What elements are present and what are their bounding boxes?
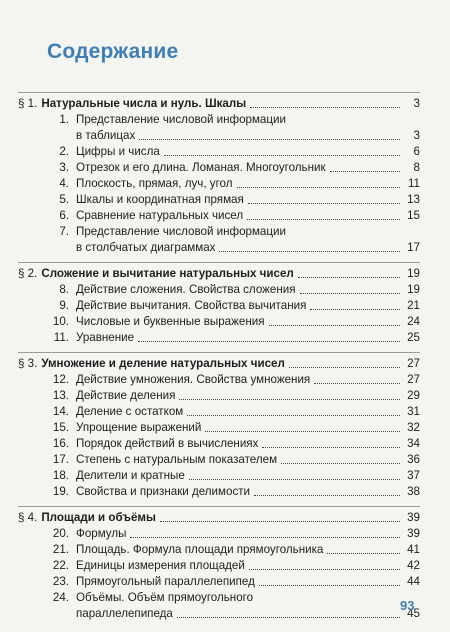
entry-title: Прямоугольный параллелепипед	[76, 575, 255, 588]
entry-page: 37	[407, 469, 420, 482]
entry-number: 1.	[59, 113, 69, 126]
page-number: 93	[400, 598, 415, 613]
dot-leader	[130, 536, 400, 538]
toc-entry[interactable]	[18, 526, 420, 542]
entry-number: 8.	[59, 283, 69, 296]
entry-number: 23.	[52, 575, 69, 588]
dot-leader	[262, 446, 400, 448]
entry-page: 19	[407, 283, 420, 296]
toc-entry[interactable]	[18, 282, 420, 298]
toc-entry[interactable]	[18, 224, 420, 256]
entry-page: 42	[407, 559, 420, 572]
dot-leader	[138, 340, 400, 342]
entry-number: 13.	[52, 389, 69, 402]
toc-entry[interactable]	[18, 160, 420, 176]
entry-title: Свойства и признаки делимости	[76, 485, 251, 498]
section-number: § 4.	[18, 511, 38, 524]
entry-number: 16.	[52, 437, 69, 450]
toc-entry[interactable]	[18, 192, 420, 208]
toc-entry[interactable]	[18, 112, 420, 144]
toc-entry[interactable]	[18, 388, 420, 404]
entry-title-block	[76, 590, 420, 622]
toc-entry[interactable]	[18, 314, 420, 330]
section-page: 39	[407, 511, 420, 524]
toc-entry[interactable]	[18, 590, 420, 622]
entry-title-line2	[76, 240, 420, 256]
dot-leader	[269, 324, 401, 326]
dot-leader	[327, 552, 400, 554]
entry-title: Представление числовой информации	[76, 225, 286, 238]
table-of-contents	[18, 92, 420, 625]
entry-number: 6.	[59, 209, 69, 222]
dot-leader	[237, 186, 401, 188]
section-page: 3	[413, 97, 420, 110]
entry-page: 8	[413, 161, 420, 174]
dot-leader	[259, 584, 400, 586]
section-entry[interactable]	[18, 510, 420, 526]
section-entry[interactable]	[18, 266, 420, 282]
entry-page: 34	[407, 437, 420, 450]
entry-title-continued: в столбчатых диаграммах	[76, 241, 216, 254]
dot-leader	[247, 218, 400, 220]
dot-leader	[330, 170, 400, 172]
entry-page: 41	[407, 543, 420, 556]
toc-entry[interactable]	[18, 330, 420, 346]
entry-title-block	[76, 112, 420, 144]
entry-title: Единицы измерения площадей	[76, 559, 245, 572]
entry-number: 14.	[52, 405, 69, 418]
entry-page: 24	[407, 315, 420, 328]
toc-entry[interactable]	[18, 574, 420, 590]
toc-section	[18, 92, 420, 256]
section-title: Площади и объёмы	[41, 511, 156, 524]
section-number: § 3.	[18, 357, 38, 370]
entry-title: Действие вычитания. Свойства вычитания	[76, 299, 307, 312]
entry-page: 15	[407, 209, 420, 222]
entry-title-continued: параллелепипеда	[76, 607, 173, 620]
entry-title: Делители и кратные	[76, 469, 185, 482]
entry-page: 29	[407, 389, 420, 402]
dot-leader	[179, 398, 400, 400]
entry-page: 25	[407, 331, 420, 344]
toc-entry[interactable]	[18, 452, 420, 468]
entry-title: Отрезок и его длина. Ломаная. Многоугольник	[76, 161, 326, 174]
section-entry[interactable]	[18, 96, 420, 112]
entry-title: Уравнение	[76, 331, 135, 344]
entry-number: 21.	[52, 543, 69, 556]
toc-entry[interactable]	[18, 176, 420, 192]
entry-page: 38	[407, 485, 420, 498]
toc-entry[interactable]	[18, 468, 420, 484]
toc-section	[18, 352, 420, 500]
entry-page: 39	[407, 527, 420, 540]
entry-page: 36	[407, 453, 420, 466]
entry-number: 4.	[59, 177, 69, 190]
dot-leader	[187, 414, 400, 416]
entry-number: 18.	[52, 469, 69, 482]
dot-leader	[249, 568, 400, 570]
entry-page: 27	[407, 373, 420, 386]
entry-title: Шкалы и координатная прямая	[76, 193, 244, 206]
toc-entry[interactable]	[18, 542, 420, 558]
toc-entry[interactable]	[18, 144, 420, 160]
entry-title: Формулы	[76, 527, 127, 540]
entry-page: 45	[407, 607, 420, 620]
page-heading: Содержание	[47, 40, 179, 63]
entry-number: 15.	[52, 421, 69, 434]
dot-leader	[160, 520, 400, 522]
entry-number: 3.	[59, 161, 69, 174]
entry-title: Плоскость, прямая, луч, угол	[76, 177, 233, 190]
entry-number: 10.	[52, 315, 69, 328]
entry-title: Объёмы. Объём прямоугольного	[76, 591, 254, 604]
entry-title-line2	[76, 128, 420, 144]
entry-page: 3	[413, 129, 420, 142]
entry-title-line2	[76, 606, 420, 622]
toc-section	[18, 506, 420, 622]
entry-page: 21	[407, 299, 420, 312]
dot-leader	[281, 462, 400, 464]
dot-leader	[189, 478, 400, 480]
entry-page: 6	[413, 145, 420, 158]
entry-number: 20.	[52, 527, 69, 540]
entry-number: 5.	[59, 193, 69, 206]
section-page: 27	[407, 357, 420, 370]
entry-title: Действие деления	[76, 389, 176, 402]
toc-entry[interactable]	[18, 372, 420, 388]
dot-leader	[298, 276, 400, 278]
entry-title: Числовые и буквенные выражения	[76, 315, 265, 328]
entry-title: Действие умножения. Свойства умножения	[76, 373, 311, 386]
dot-leader	[310, 308, 400, 310]
dot-leader	[219, 250, 400, 252]
toc-entry[interactable]	[18, 404, 420, 420]
dot-leader	[248, 202, 400, 204]
entry-number: 19.	[52, 485, 69, 498]
entry-page: 31	[407, 405, 420, 418]
entry-number: 9.	[59, 299, 69, 312]
dot-leader	[164, 154, 400, 156]
toc-entry[interactable]	[18, 558, 420, 574]
entry-number: 22.	[52, 559, 69, 572]
toc-entry[interactable]	[18, 436, 420, 452]
dot-leader	[177, 616, 400, 618]
entry-number: 7.	[59, 225, 69, 238]
toc-entry[interactable]	[18, 420, 420, 436]
section-title: Натуральные числа и нуль. Шкалы	[41, 97, 247, 110]
dot-leader	[250, 106, 400, 108]
toc-entry[interactable]	[18, 298, 420, 314]
entry-page: 17	[407, 241, 420, 254]
section-page: 19	[407, 267, 420, 280]
entry-page: 13	[407, 193, 420, 206]
entry-number: 24.	[52, 591, 69, 604]
entry-page: 11	[407, 177, 420, 190]
toc-entry[interactable]	[18, 484, 420, 500]
dot-leader	[139, 138, 400, 140]
section-title: Сложение и вычитание натуральных чисел	[41, 267, 294, 280]
section-entry[interactable]	[18, 356, 420, 372]
entry-title: Порядок действий в вычислениях	[76, 437, 259, 450]
section-title: Умножение и деление натуральных чисел	[41, 357, 285, 370]
entry-title-block	[76, 224, 420, 256]
section-number: § 1.	[18, 97, 38, 110]
entry-title-continued: в таблицах	[76, 129, 136, 142]
entry-number: 2.	[59, 145, 69, 158]
entry-number: 11.	[53, 331, 69, 344]
entry-title: Степень с натуральным показателем	[76, 453, 278, 466]
dot-leader	[289, 366, 400, 368]
entry-title: Действие сложения. Свойства сложения	[76, 283, 296, 296]
entry-title: Сравнение натуральных чисел	[76, 209, 244, 222]
toc-section	[18, 262, 420, 346]
entry-number: 12.	[52, 373, 69, 386]
entry-title: Цифры и числа	[76, 145, 160, 158]
entry-title: Представление числовой информации	[76, 113, 286, 126]
entry-page: 32	[407, 421, 420, 434]
section-number: § 2.	[18, 267, 38, 280]
dot-leader	[254, 494, 400, 496]
toc-entry[interactable]	[18, 208, 420, 224]
entry-title: Деление с остатком	[76, 405, 184, 418]
entry-title: Площадь. Формула площади прямоугольника	[76, 543, 324, 556]
dot-leader	[300, 292, 401, 294]
dot-leader	[205, 430, 400, 432]
entry-number: 17.	[52, 453, 69, 466]
entry-title: Упрощение выражений	[76, 421, 202, 434]
dot-leader	[314, 382, 400, 384]
entry-page: 44	[407, 575, 420, 588]
